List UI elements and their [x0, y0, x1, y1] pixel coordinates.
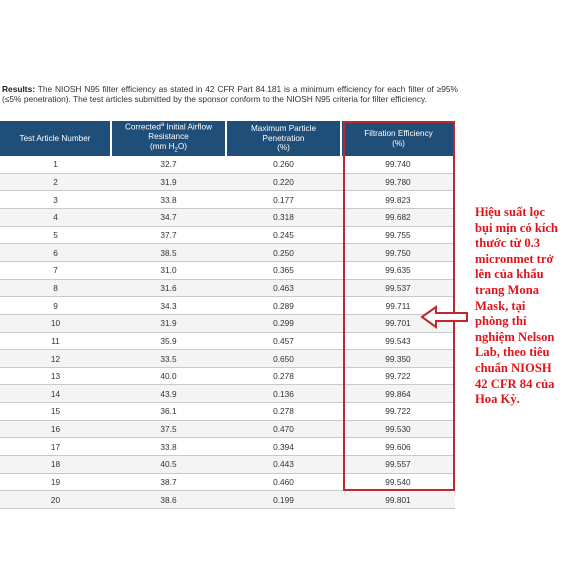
- cell-max-penetration: 0.220: [226, 173, 341, 191]
- table-row: [0, 385, 455, 403]
- cell-test-article-number: 10: [0, 314, 111, 332]
- cell-test-article-number: 8: [0, 279, 111, 297]
- cell-filtration-efficiency: 99.722: [341, 367, 455, 385]
- cell-filtration-efficiency: 99.780: [341, 173, 455, 191]
- cell-test-article-number: 4: [0, 209, 111, 227]
- cell-test-article-number: 17: [0, 438, 111, 456]
- cell-filtration-efficiency: 99.543: [341, 332, 455, 350]
- cell-test-article-number: 19: [0, 473, 111, 491]
- table-row: [0, 473, 455, 491]
- cell-airflow-resistance: 37.7: [111, 226, 226, 244]
- cell-test-article-number: 6: [0, 244, 111, 262]
- cell-filtration-efficiency: 99.682: [341, 209, 455, 227]
- cell-airflow-resistance: 33.8: [111, 438, 226, 456]
- cell-max-penetration: 0.136: [226, 385, 341, 403]
- header-test-article-number: Test Article Number: [0, 121, 111, 156]
- cell-filtration-efficiency: 99.606: [341, 438, 455, 456]
- cell-filtration-efficiency: 99.537: [341, 279, 455, 297]
- cell-max-penetration: 0.365: [226, 262, 341, 280]
- cell-filtration-efficiency: 99.755: [341, 226, 455, 244]
- left-arrow-icon: [420, 304, 470, 330]
- cell-max-penetration: 0.199: [226, 491, 341, 509]
- cell-filtration-efficiency: 99.740: [341, 156, 455, 173]
- cell-airflow-resistance: 36.1: [111, 403, 226, 421]
- cell-filtration-efficiency: 99.864: [341, 385, 455, 403]
- table-body: [0, 156, 455, 508]
- header-filtration-efficiency: Filtration Efficiency (%): [341, 121, 455, 156]
- table-row: [0, 156, 455, 173]
- table-row: [0, 314, 455, 332]
- cell-filtration-efficiency: 99.750: [341, 244, 455, 262]
- cell-max-penetration: 0.177: [226, 191, 341, 209]
- table-row: [0, 262, 455, 280]
- cell-test-article-number: 1: [0, 156, 111, 173]
- cell-max-penetration: 0.457: [226, 332, 341, 350]
- cell-max-penetration: 0.260: [226, 156, 341, 173]
- cell-max-penetration: 0.299: [226, 314, 341, 332]
- cell-filtration-efficiency: 99.711: [341, 297, 455, 315]
- cell-max-penetration: 0.443: [226, 456, 341, 474]
- cell-filtration-efficiency: 99.801: [341, 491, 455, 509]
- cell-airflow-resistance: 40.5: [111, 456, 226, 474]
- cell-max-penetration: 0.463: [226, 279, 341, 297]
- table-row: [0, 420, 455, 438]
- header-max-particle-penetration: Maximum Particle Penetration (%): [226, 121, 341, 156]
- cell-airflow-resistance: 32.7: [111, 156, 226, 173]
- table-row: [0, 332, 455, 350]
- cell-max-penetration: 0.289: [226, 297, 341, 315]
- cell-test-article-number: 11: [0, 332, 111, 350]
- cell-airflow-resistance: 40.0: [111, 367, 226, 385]
- results-label: Results:: [2, 84, 36, 94]
- cell-airflow-resistance: 34.7: [111, 209, 226, 227]
- cell-filtration-efficiency: 99.722: [341, 403, 455, 421]
- table-header-row: [0, 121, 455, 156]
- vietnamese-annotation: Hiệu suất lọc bụi mịn có kích thước từ 0.3 micronmet trở lên của khẩu trang Mona Mask, tại phòng thí nghiệm Nelson Lab, theo tiêu chuẩn NIOSH 42 CFR 84 của Hoa Kỳ.: [475, 205, 558, 407]
- results-text: The NIOSH N95 filter efficiency as stated in 42 CFR Part 84.181 is a minimum efficiency for each filter of ≥95% (≤5% penetration). The test articles submitted by the sponsor conform to the NIOSH N95 criteria for filter efficiency.: [2, 84, 458, 105]
- cell-filtration-efficiency: 99.823: [341, 191, 455, 209]
- cell-airflow-resistance: 34.3: [111, 297, 226, 315]
- cell-airflow-resistance: 37.5: [111, 420, 226, 438]
- cell-test-article-number: 3: [0, 191, 111, 209]
- cell-max-penetration: 0.394: [226, 438, 341, 456]
- cell-filtration-efficiency: 99.635: [341, 262, 455, 280]
- table-row: [0, 226, 455, 244]
- cell-max-penetration: 0.460: [226, 473, 341, 491]
- table-row: [0, 209, 455, 227]
- cell-test-article-number: 9: [0, 297, 111, 315]
- table-row: [0, 403, 455, 421]
- table-row: [0, 244, 455, 262]
- cell-max-penetration: 0.278: [226, 367, 341, 385]
- cell-max-penetration: 0.470: [226, 420, 341, 438]
- cell-airflow-resistance: 31.9: [111, 173, 226, 191]
- filtration-results-table: [0, 121, 455, 509]
- header-airflow-resistance: Corrected$^a$ Initial Airflow Resistance (mm $H_2O$): [111, 121, 226, 156]
- cell-max-penetration: 0.318: [226, 209, 341, 227]
- cell-airflow-resistance: 33.8: [111, 191, 226, 209]
- table-row: [0, 173, 455, 191]
- cell-test-article-number: 18: [0, 456, 111, 474]
- table-row: [0, 279, 455, 297]
- cell-max-penetration: 0.650: [226, 350, 341, 368]
- cell-filtration-efficiency: 99.701: [341, 314, 455, 332]
- cell-test-article-number: 7: [0, 262, 111, 280]
- cell-airflow-resistance: 31.9: [111, 314, 226, 332]
- results-paragraph: [2, 84, 458, 105]
- cell-test-article-number: 13: [0, 367, 111, 385]
- cell-max-penetration: 0.250: [226, 244, 341, 262]
- cell-airflow-resistance: 38.7: [111, 473, 226, 491]
- table-row: [0, 350, 455, 368]
- cell-test-article-number: 2: [0, 173, 111, 191]
- cell-filtration-efficiency: 99.350: [341, 350, 455, 368]
- cell-airflow-resistance: 43.9: [111, 385, 226, 403]
- cell-test-article-number: 15: [0, 403, 111, 421]
- cell-max-penetration: 0.245: [226, 226, 341, 244]
- cell-airflow-resistance: 38.6: [111, 491, 226, 509]
- cell-airflow-resistance: 38.5: [111, 244, 226, 262]
- cell-filtration-efficiency: 99.540: [341, 473, 455, 491]
- cell-test-article-number: 14: [0, 385, 111, 403]
- cell-filtration-efficiency: 99.530: [341, 420, 455, 438]
- table-row: [0, 491, 455, 509]
- table-row: [0, 191, 455, 209]
- cell-airflow-resistance: 31.6: [111, 279, 226, 297]
- cell-test-article-number: 16: [0, 420, 111, 438]
- cell-airflow-resistance: 35.9: [111, 332, 226, 350]
- cell-test-article-number: 5: [0, 226, 111, 244]
- cell-max-penetration: 0.278: [226, 403, 341, 421]
- table-row: [0, 297, 455, 315]
- cell-test-article-number: 12: [0, 350, 111, 368]
- cell-airflow-resistance: 31.0: [111, 262, 226, 280]
- cell-filtration-efficiency: 99.557: [341, 456, 455, 474]
- cell-test-article-number: 20: [0, 491, 111, 509]
- table-row: [0, 367, 455, 385]
- table-row: [0, 438, 455, 456]
- table-row: [0, 456, 455, 474]
- cell-airflow-resistance: 33.5: [111, 350, 226, 368]
